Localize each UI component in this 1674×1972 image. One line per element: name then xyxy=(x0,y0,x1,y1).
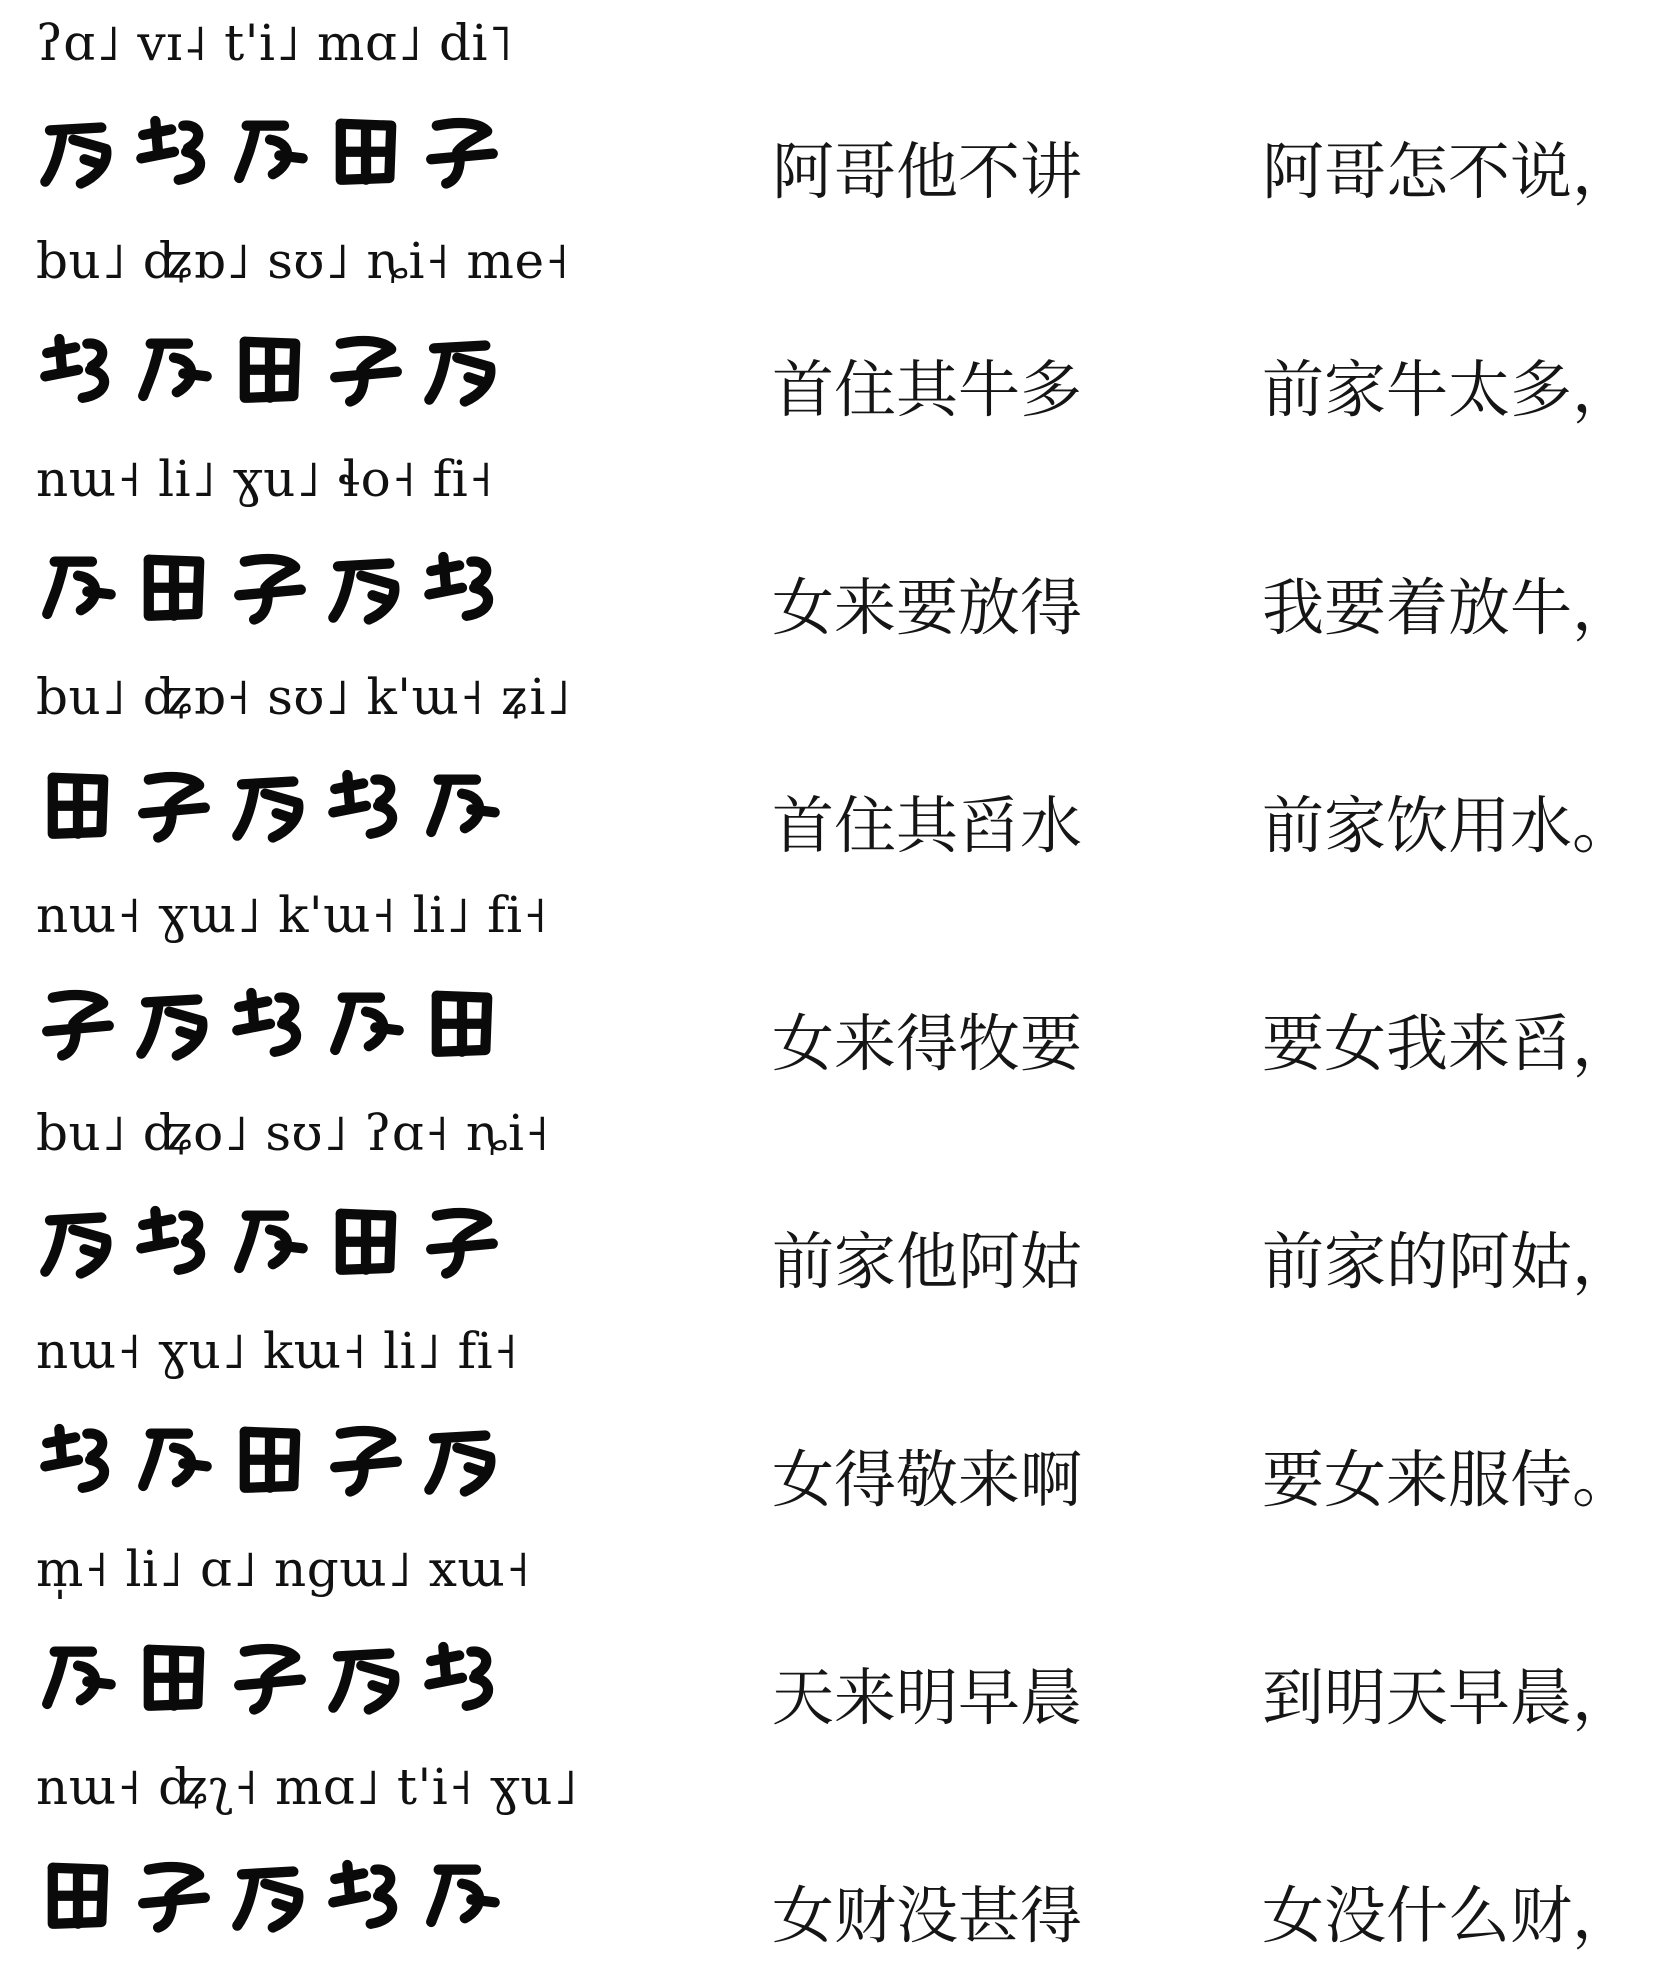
nushu-glyph-2 xyxy=(132,325,216,409)
nushu-glyph-3 xyxy=(228,543,312,627)
nushu-glyph-row xyxy=(36,1184,516,1294)
ipa-transcription: ʔɑ˩ vɪ˨ t'i˩ mɑ˩ di˥ xyxy=(36,14,514,72)
literal-translation: 首住其舀水 xyxy=(772,789,1083,862)
nushu-glyph-5 xyxy=(420,1197,504,1281)
free-translation: 阿哥怎不说， xyxy=(1262,135,1635,208)
nushu-glyph-1 xyxy=(36,979,120,1063)
ipa-transcription: nɯ˧ ʥʅ˧ mɑ˩ t'i˧ ɣu˩ xyxy=(36,1758,579,1816)
literal-translation: 天来明早晨 xyxy=(772,1661,1083,1734)
nushu-glyph-4 xyxy=(324,1633,408,1717)
literal-translation: 女得敬来啊 xyxy=(772,1443,1083,1516)
literal-translation: 前家他阿姑 xyxy=(772,1225,1083,1298)
verse-block xyxy=(0,880,1674,1100)
nushu-glyph-5 xyxy=(420,543,504,627)
free-translation: 前家的阿姑， xyxy=(1262,1225,1635,1298)
verse-block xyxy=(0,1316,1674,1536)
nushu-glyph-1 xyxy=(36,1851,120,1935)
nushu-glyph-row xyxy=(36,530,516,640)
free-translation: 要女我来舀， xyxy=(1262,1007,1635,1080)
nushu-glyph-2 xyxy=(132,761,216,845)
ipa-transcription: bu˩ ʥɒ˩ sʊ˩ ȵi˧ me˧ xyxy=(36,232,570,290)
nushu-glyph-4 xyxy=(324,761,408,845)
literal-translation: 女来得牧要 xyxy=(772,1007,1083,1080)
nushu-glyph-1 xyxy=(36,1415,120,1499)
nushu-glyph-1 xyxy=(36,1197,120,1281)
ipa-transcription: nɯ˧ li˩ ɣu˩ ɬo˧ fi˧ xyxy=(36,450,494,508)
literal-translation: 阿哥他不讲 xyxy=(772,135,1083,208)
literal-translation: 首住其牛多 xyxy=(772,353,1083,426)
nushu-glyph-5 xyxy=(420,1851,504,1935)
free-translation: 前家牛太多， xyxy=(1262,353,1635,426)
nushu-glyph-1 xyxy=(36,761,120,845)
verse-block xyxy=(0,1534,1674,1754)
free-translation: 我要着放牛， xyxy=(1262,571,1635,644)
ipa-transcription: m̩˧ li˩ ɑ˩ ngɯ˩ xɯ˧ xyxy=(36,1540,531,1598)
nushu-glyph-2 xyxy=(132,1633,216,1717)
nushu-glyph-2 xyxy=(132,979,216,1063)
nushu-glyph-1 xyxy=(36,325,120,409)
nushu-glyph-5 xyxy=(420,761,504,845)
nushu-glyph-row xyxy=(36,966,516,1076)
nushu-glyph-4 xyxy=(324,107,408,191)
nushu-glyph-5 xyxy=(420,979,504,1063)
nushu-glyph-5 xyxy=(420,1415,504,1499)
nushu-glyph-4 xyxy=(324,1197,408,1281)
nushu-glyph-3 xyxy=(228,107,312,191)
literal-translation: 女财没甚得 xyxy=(772,1879,1083,1952)
nushu-glyph-row xyxy=(36,312,516,422)
nushu-glyph-row xyxy=(36,1838,516,1948)
nushu-glyph-4 xyxy=(324,325,408,409)
nushu-glyph-2 xyxy=(132,107,216,191)
nushu-glyph-5 xyxy=(420,325,504,409)
verse-block xyxy=(0,662,1674,882)
nushu-glyph-4 xyxy=(324,1851,408,1935)
nushu-glyph-2 xyxy=(132,1851,216,1935)
ipa-transcription: nɯ˧ ɣu˩ kɯ˧ li˩ fi˧ xyxy=(36,1322,519,1380)
verse-block xyxy=(0,226,1674,446)
nushu-glyph-1 xyxy=(36,543,120,627)
free-translation: 要女来服侍。 xyxy=(1262,1443,1635,1516)
nushu-glyph-2 xyxy=(132,1415,216,1499)
nushu-glyph-3 xyxy=(228,761,312,845)
nushu-glyph-4 xyxy=(324,543,408,627)
ipa-transcription: bu˩ ʥo˩ sʊ˩ ʔɑ˧ ȵi˧ xyxy=(36,1104,550,1162)
nushu-glyph-3 xyxy=(228,1633,312,1717)
verse-block xyxy=(0,444,1674,664)
nushu-glyph-3 xyxy=(228,1415,312,1499)
ipa-transcription: nɯ˧ ɣɯ˩ k'ɯ˧ li˩ fi˧ xyxy=(36,886,548,944)
nushu-glyph-row xyxy=(36,1620,516,1730)
nushu-glyph-row xyxy=(36,1402,516,1512)
nushu-glyph-5 xyxy=(420,1633,504,1717)
nushu-glyph-3 xyxy=(228,325,312,409)
free-translation: 到明天早晨， xyxy=(1262,1661,1635,1734)
verse-block xyxy=(0,1752,1674,1972)
free-translation: 前家饮用水。 xyxy=(1262,789,1635,862)
nushu-glyph-3 xyxy=(228,1851,312,1935)
nushu-glyph-2 xyxy=(132,543,216,627)
nushu-glyph-3 xyxy=(228,1197,312,1281)
nushu-glyph-row xyxy=(36,94,516,204)
nushu-glyph-5 xyxy=(420,107,504,191)
nushu-glyph-1 xyxy=(36,107,120,191)
literal-translation: 女来要放得 xyxy=(772,571,1083,644)
nushu-glyph-1 xyxy=(36,1633,120,1717)
verse-block xyxy=(0,8,1674,228)
nushu-glyph-2 xyxy=(132,1197,216,1281)
free-translation: 女没什么财， xyxy=(1262,1879,1635,1952)
nushu-glyph-4 xyxy=(324,1415,408,1499)
ipa-transcription: bu˩ ʥɒ˧ sʊ˩ k'ɯ˧ ʑi˩ xyxy=(36,668,572,726)
nushu-glyph-3 xyxy=(228,979,312,1063)
verse-block xyxy=(0,1098,1674,1318)
nushu-glyph-row xyxy=(36,748,516,858)
nushu-glyph-4 xyxy=(324,979,408,1063)
